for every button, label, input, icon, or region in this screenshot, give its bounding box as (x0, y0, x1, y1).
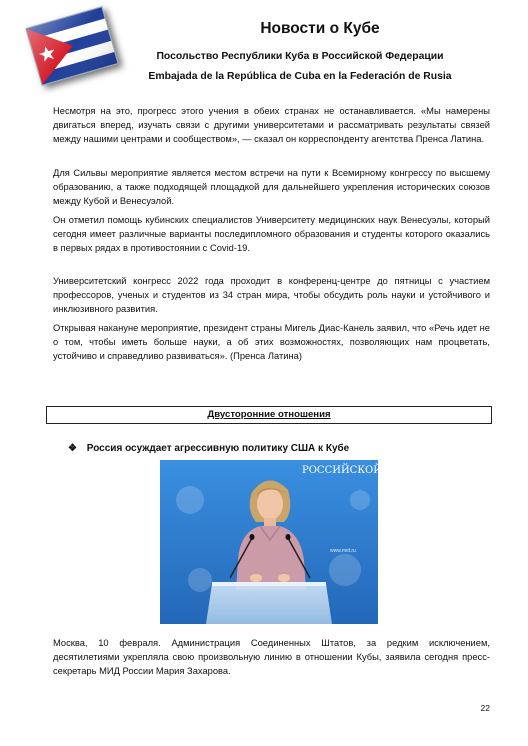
paragraph: Университетский конгресс 2022 года проходит в конференц-центре до пятницы с участием профессоров, ученых и студентов из 34 стран мира, чтобы обсудить роль науки и устойчивого и инклюзивного развития. (53, 276, 490, 315)
paragraph: Открывая накануне мероприятие, президент страны Мигель Диас-Канель заявил, что «Речь идет не о том, чтобы иметь больше науки, а об этих возможностях, позволяющих нам процветать, устойчиво и справедливо развиваться». (Пренса Латина) (53, 323, 490, 362)
paragraph: Несмотря на это, прогресс этого учения в обеих странах не останавливается. «Мы намерены двигаться вперед, изучать связи с другими университетами и рассматривать результаты связей между нашими центрами и сообществом», — сказал он корреспонденту агентства Пренса Латина. (53, 106, 490, 145)
backdrop-url-text: www.mid.ru (330, 548, 356, 554)
paragraph: Он отметил помощь кубинских специалистов Университету медицинских наук Венесуэлы, который сегодня имеет различные варианты последипломного образования и студенты которого оказались в первых рядах в противостоянии с Covid-19. (53, 215, 490, 254)
article-headline-row (68, 443, 349, 454)
section-heading: Двусторонние отношения (207, 409, 331, 420)
embassy-name-russian: Посольство Республики Куба в Российской Федерации (156, 51, 444, 62)
spokesperson-photo (160, 460, 401, 624)
article-headline: Россия осуждает агрессивную политику США к Кубе (86, 443, 350, 454)
backdrop-text: РОССИЙСКОЙ ФЕ (302, 465, 401, 476)
article-lead-paragraph: Москва, 10 февраля. Администрация Соединенных Штатов, за редким исключением, десятилетиями укрепляла свою произвольную линию в отношении Кубы, заявила сегодня пресс-секретарь МИД России Мария Захарова. (53, 638, 490, 677)
page-title: Новости о Кубе (260, 20, 380, 37)
page-number: 22 (480, 703, 490, 713)
section-heading-box (46, 406, 492, 424)
embassy-name-spanish: Embajada de la República de Cuba en la Federación de Rusia (148, 71, 452, 82)
diamond-bullet-icon: ❖ (68, 443, 77, 454)
paragraph: Для Сильвы мероприятие является местом встречи на пути к Всемирному конгрессу по высшему образованию, а также подходящей площадкой для дальнейшего укрепления исторических союзов между Кубой и Венесуэлой. (53, 168, 490, 207)
